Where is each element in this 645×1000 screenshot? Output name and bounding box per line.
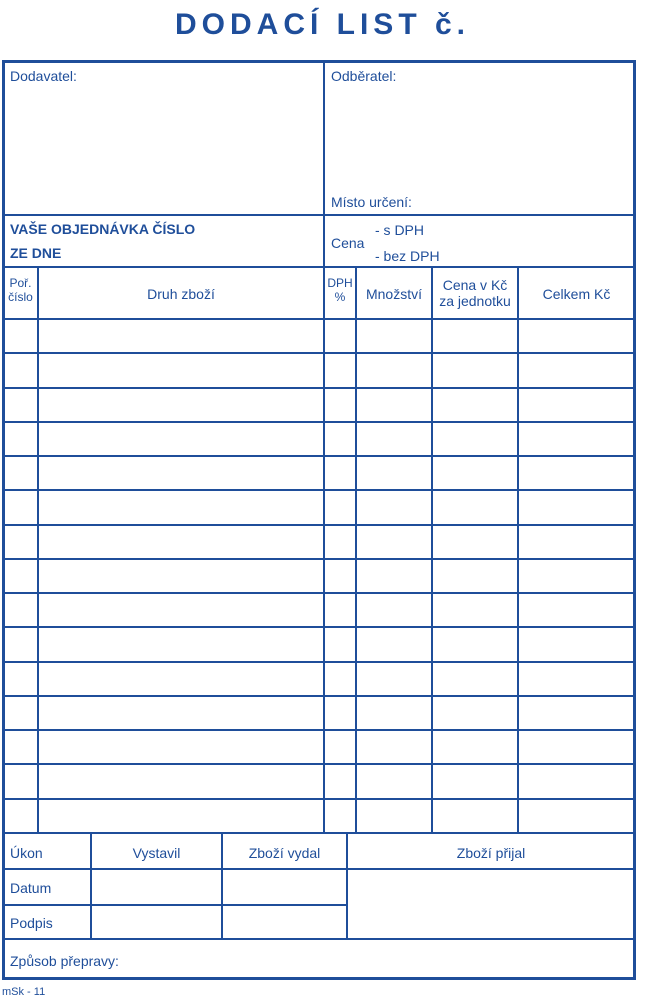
divider-col-unit-price (517, 266, 519, 832)
date-label: Datum (10, 880, 52, 896)
col-header-item: Druh zboží (147, 286, 215, 302)
divider-header-middle (323, 62, 325, 266)
table-row-divider (4, 455, 634, 457)
table-row-divider (4, 421, 634, 423)
divider-order-bottom (4, 266, 634, 268)
col-header-vat: DPH % (327, 276, 353, 304)
goods-issued-label: Zboží vydal (248, 845, 321, 861)
divider-signature-row-bottom (4, 938, 634, 940)
form-frame (2, 60, 636, 980)
supplier-label: Dodavatel: (10, 68, 77, 84)
col-header-no: Poř. číslo (8, 276, 33, 304)
table-row-divider (4, 729, 634, 731)
transport-label: Způsob přepravy: (10, 953, 119, 969)
table-row-divider (4, 558, 634, 560)
document-title: DODACÍ LIST č. (174, 8, 470, 41)
divider-action-row-bottom (4, 868, 634, 870)
customer-label: Odběratel: (331, 68, 397, 84)
goods-received-label: Zboží přijal (456, 845, 526, 861)
price-with-vat: - s DPH (375, 222, 424, 238)
table-row-divider (4, 387, 634, 389)
divider-table-bottom (4, 832, 634, 834)
action-label: Úkon (10, 845, 43, 861)
divider-col-no (37, 266, 39, 832)
form-code: mSk - 11 (2, 986, 46, 998)
price-label: Cena (331, 235, 365, 251)
divider-header-bottom (4, 214, 634, 216)
table-row-divider (4, 695, 634, 697)
price-without-vat: - bez DPH (375, 248, 440, 264)
order-date-label: ZE DNE (10, 245, 62, 261)
divider-col-vat (355, 266, 357, 832)
divider-table-header-bottom (4, 318, 634, 320)
table-row-divider (4, 626, 634, 628)
col-header-qty: Množství (365, 286, 422, 302)
issued-by-label: Vystavil (132, 845, 181, 861)
destination-label: Místo určení: (331, 194, 412, 210)
table-row-divider (4, 763, 634, 765)
col-header-unit-price: Cena v Kč za jednotku (439, 277, 511, 310)
col-header-total: Celkem Kč (542, 286, 611, 302)
divider-col-item (323, 266, 325, 832)
table-row-divider (4, 352, 634, 354)
table-row-divider (4, 661, 634, 663)
table-row-divider (4, 798, 634, 800)
divider-col-qty (431, 266, 433, 832)
signature-label: Podpis (10, 915, 53, 931)
table-row-divider (4, 489, 634, 491)
divider-date-row-bottom (4, 904, 346, 906)
table-row-divider (4, 524, 634, 526)
order-number-label: VAŠE OBJEDNÁVKA ČÍSLO (10, 221, 196, 237)
table-row-divider (4, 592, 634, 594)
